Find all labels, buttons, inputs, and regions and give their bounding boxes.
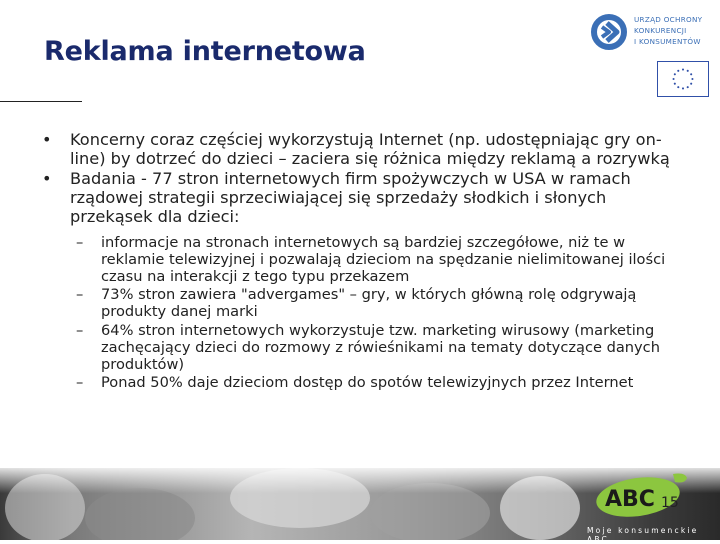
eu-star-icon <box>677 86 679 88</box>
eu-star-icon <box>690 73 692 75</box>
sub-bullet-item <box>40 235 680 285</box>
bullet-text: Koncerny coraz częściej wykorzystują Internet (np. udostępniając gry on-line) by dotrzeć do dzieci – zaciera się różnica między reklamą a rozrywką <box>70 130 670 168</box>
dash-icon: – <box>76 374 84 392</box>
eu-star-icon <box>677 70 679 72</box>
bullet-dot-icon: • <box>42 130 52 149</box>
dash-icon: – <box>76 286 84 304</box>
sub-bullet-item <box>40 375 680 392</box>
eu-star-icon <box>687 86 689 88</box>
eu-star-icon <box>691 78 693 80</box>
footer-brand-text: Moje konsumenckie ABC <box>587 526 699 544</box>
eu-flag-icon <box>657 61 709 97</box>
uokik-logo-text <box>634 14 702 47</box>
logo-line-3: I KONSUMENTÓW <box>634 37 701 46</box>
uokik-logo-icon <box>590 12 630 52</box>
bullet-item <box>40 130 680 168</box>
sub-bullet-text: informacje na stronach internetowych są bardziej szczegółowe, niż te w reklamie telewizyjnej i pozwalają dzieciom na spędzanie nielimitowanej ilości czasu na interakcji z tego typu przekazem <box>101 234 666 285</box>
title-underline <box>0 101 82 102</box>
sub-bullet-text: 64% stron internetowych wykorzystuje tzw. marketing wirusowy (marketing zachęcający dzieci do rozmowy z rówieśnikami na tematy dotyczące danych produktów) <box>101 321 660 373</box>
sub-bullet-text: 73% stron zawiera "advergames" – gry, w których główną rolę odgrywają produkty danej marki <box>101 286 637 321</box>
slide-content <box>40 130 680 394</box>
sub-bullet-text: Ponad 50% daje dzieciom dostęp do spotów telewizyjnych przez Internet <box>101 374 634 392</box>
eu-star-icon <box>687 70 689 72</box>
dash-icon: – <box>76 321 84 339</box>
sub-bullet-item <box>40 287 680 321</box>
bullet-text: Badania - 77 stron internetowych firm spożywczych w USA w ramach rządowej strategii sprzeciwiającej się sprzedaży słodkich i słonych przekąsek dla dzieci: <box>70 169 631 226</box>
eu-star-icon <box>690 83 692 85</box>
dash-icon: – <box>76 234 84 251</box>
eu-star-icon <box>682 69 684 71</box>
slide-title: Reklama internetowa <box>44 36 366 67</box>
bullet-dot-icon: • <box>42 169 52 188</box>
sub-bullet-item <box>40 323 680 373</box>
logo-line-1: URZĄD OCHRONY <box>634 15 703 24</box>
eu-star-icon <box>682 87 684 89</box>
abc-badge-text: ABC <box>605 487 655 512</box>
page-number: 15 <box>661 495 679 511</box>
sub-bullet-list <box>40 235 680 392</box>
uokik-logo <box>590 10 715 54</box>
bullet-item <box>40 169 680 226</box>
eu-star-icon <box>674 73 676 75</box>
eu-star-icon <box>674 83 676 85</box>
logo-line-2: KONKURENCJI <box>634 26 687 35</box>
eu-star-icon <box>673 78 675 80</box>
